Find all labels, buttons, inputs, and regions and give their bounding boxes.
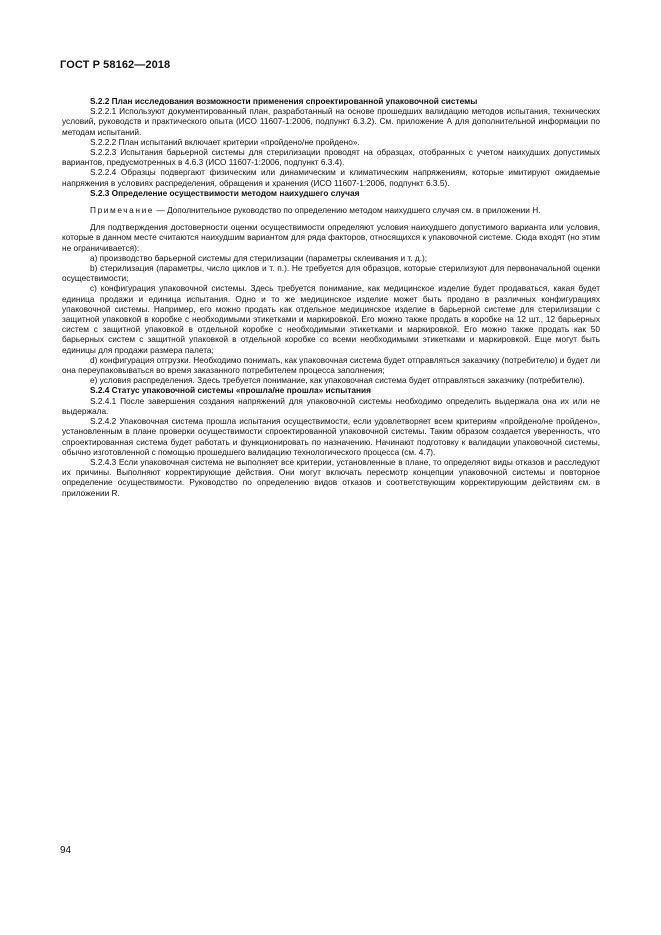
list-item: e) условия распределения. Здесь требуется понимание, как упаковочная система будет отправляться заказчику (потребителю). bbox=[90, 375, 585, 386]
section-heading: S.2.4 Статус упаковочной системы «прошла/не прошла» испытания bbox=[90, 385, 371, 396]
paragraph: S.2.2.1 Используют документированный план, разработанный на основе прошедших валидацию методов испытания, технических условий, руководств и практического опыта (ИСО 11607-1:2006, подпункт 6.3.2). См. приложение А для дополнительной информации по методам испытаний. bbox=[62, 106, 600, 137]
section-heading: S.2.3 Определение осуществимости методом наихудшего случая bbox=[90, 187, 360, 198]
paragraph: S.2.4.2 Упаковочная система прошла испытания осуществимости, если удовлетворяет всем критериям «пройдено/не пройдено», установленным в плане проверки осуществимости спроектированной упаковочной системы. Таким образом создается уверенность, что спроектированная система будет работать и функционировать по назначению. Начинают подготовку к валидации упаковочной системы, обычно изготовленной с помощью прошедшего валидацию технологического процесса (см. 4.7). bbox=[62, 416, 600, 457]
paragraph: S.2.4.1 После завершения создания напряжений для упаковочной системы необходимо определить выдержала она их или не выдержала. bbox=[62, 395, 600, 416]
paragraph: S.2.2.3 Испытания барьерной системы для стерилизации проводят на образцах, отобранных с учетом наихудших допустимых вариантов, предусмотренных в 4.6.3 (ИСО 11607-1:2006, подпункт 6.3.4). bbox=[62, 147, 600, 168]
section-heading: S.2.2 План исследования возможности применения спроектированной упаковочной системы bbox=[90, 96, 478, 106]
standard-header: ГОСТ Р 58162—2018 bbox=[60, 59, 171, 71]
list-item: a) производство барьерной системы для стерилизации (параметры склеивания и т. д.); bbox=[90, 252, 428, 263]
list-item: c) конфигурация упаковочной системы. Здесь требуется понимание, как медицинское изделие будет продаваться, какая будет единица продажи и единица испытания. Одно и то же медицинское изделие может быть продано в различных конфигурациях упаковочной системы. Например, его можно продать как отдельное медицинское изделие в барьерной системе для стерилизации с защитной упаковкой в коробке с необходимыми этикетками и маркировкой. Его можно также продать в коробке на 12 шт., 12 барьерных систем с защитной упаковкой в отдельной коробке с необходимыми этикетками и маркировкой. Его можно также продать как 50 барьерных систем с защитной упаковкой в отдельной коробке со всеми необходимыми этикетками и маркировкой. Еще могут быть единицы для продажи размера палета; bbox=[62, 283, 600, 355]
page-number: 94 bbox=[60, 845, 72, 856]
note-label: Примечание bbox=[90, 205, 155, 216]
note bbox=[62, 205, 600, 215]
note-text: — Дополнительное руководство по определению методом наихудшего случая см. в приложении H. bbox=[156, 205, 541, 216]
list-item: d) конфигурация отгрузки. Необходимо понимать, как упаковочная система будет отправляться заказчику (потребителю) и будет ли она переупаковываться во время заказанного потребителем процесса заполнения; bbox=[62, 354, 600, 376]
paragraph: S.2.2.2 План испытаний включает критерии «пройдено/не пройдено». bbox=[90, 136, 360, 147]
list-item: b) стерилизация (параметры, число циклов и т. п.). Не требуется для образцов, которые стерилизуют для первоначальной оценки осуществимости; bbox=[62, 263, 600, 284]
paragraph: Для подтверждения достоверности оценки осуществимости определяют условия наихудшего допустимого варианта или условия, которые в данном месте считаются наихудшим вариантом для ряда факторов, относящихся к упаковочной системе. Сюда входят (но этим не ограничивается): bbox=[62, 222, 600, 253]
document-body bbox=[62, 96, 600, 498]
paragraph: S.2.2.4 Образцы подвергают физическим или динамическим и климатическим напряжениям, которые имитируют ожидаемые напряжения в условиях распределения, обращения и хранения (ИСО 11607-1:2006, подпункт 6.3.5). bbox=[62, 167, 600, 188]
paragraph: S.2.4.3 Если упаковочная система не выполняет все критерии, установленные в плане, то определяют виды отказов и расследуют их причины. Выполняют корректирующие действия. Они могут включать пересмотр концепции упаковочной системы и повторное определение осуществимости. Руководство по определению видов отказов и соответствующим корректирующим действиям см. в приложении R. bbox=[62, 456, 600, 498]
